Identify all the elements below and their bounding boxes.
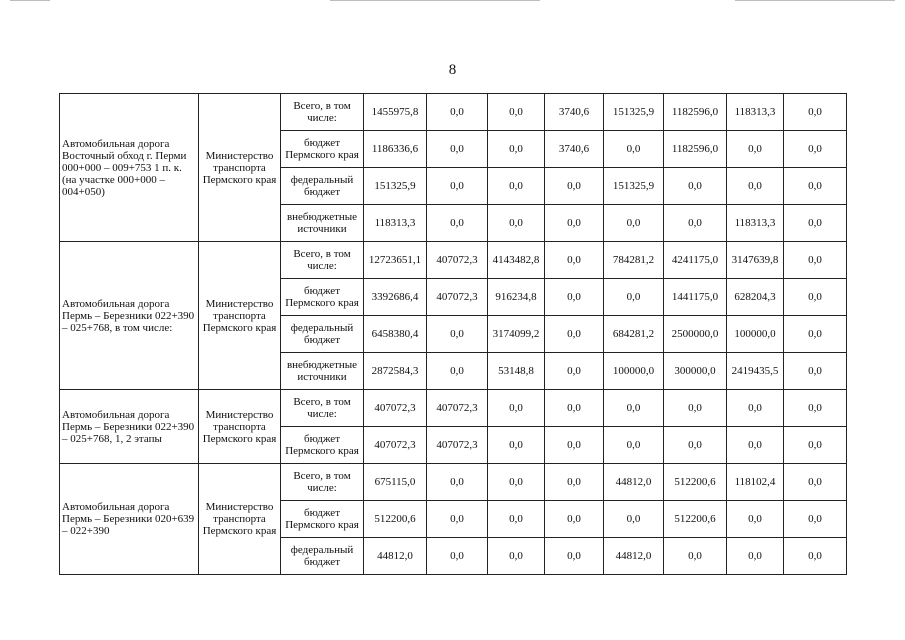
amount-cell: 151325,9 bbox=[604, 168, 664, 205]
amount-cell: 0,0 bbox=[784, 168, 847, 205]
amount-cell: 0,0 bbox=[784, 131, 847, 168]
amount-cell: 0,0 bbox=[427, 353, 488, 390]
amount-cell: 118102,4 bbox=[727, 464, 784, 501]
amount-cell: 3392686,4 bbox=[364, 279, 427, 316]
amount-cell: 512200,6 bbox=[664, 501, 727, 538]
amount-cell: 407072,3 bbox=[364, 390, 427, 427]
amount-cell: 0,0 bbox=[604, 390, 664, 427]
funding-source-cell: бюджет Пермского края bbox=[281, 279, 364, 316]
funding-source-cell: внебюджетные источники bbox=[281, 353, 364, 390]
executor-cell: Министерство транспорта Пермского края bbox=[199, 94, 281, 242]
amount-cell: 0,0 bbox=[784, 501, 847, 538]
amount-cell: 0,0 bbox=[488, 168, 545, 205]
amount-cell: 0,0 bbox=[784, 464, 847, 501]
amount-cell: 2419435,5 bbox=[727, 353, 784, 390]
amount-cell: 0,0 bbox=[664, 427, 727, 464]
amount-cell: 0,0 bbox=[427, 168, 488, 205]
amount-cell: 100000,0 bbox=[727, 316, 784, 353]
amount-cell: 0,0 bbox=[427, 464, 488, 501]
amount-cell: 0,0 bbox=[488, 205, 545, 242]
amount-cell: 0,0 bbox=[545, 316, 604, 353]
table-row bbox=[60, 94, 847, 131]
funding-source-cell: Всего, в том числе: bbox=[281, 464, 364, 501]
amount-cell: 0,0 bbox=[727, 538, 784, 575]
amount-cell: 407072,3 bbox=[364, 427, 427, 464]
amount-cell: 0,0 bbox=[488, 538, 545, 575]
amount-cell: 53148,8 bbox=[488, 353, 545, 390]
amount-cell: 0,0 bbox=[545, 205, 604, 242]
amount-cell: 0,0 bbox=[545, 168, 604, 205]
amount-cell: 0,0 bbox=[604, 501, 664, 538]
amount-cell: 4241175,0 bbox=[664, 242, 727, 279]
amount-cell: 44812,0 bbox=[604, 464, 664, 501]
amount-cell: 3174099,2 bbox=[488, 316, 545, 353]
funding-source-cell: бюджет Пермского края bbox=[281, 131, 364, 168]
amount-cell: 0,0 bbox=[427, 205, 488, 242]
amount-cell: 0,0 bbox=[545, 390, 604, 427]
amount-cell: 0,0 bbox=[427, 94, 488, 131]
amount-cell: 0,0 bbox=[784, 242, 847, 279]
amount-cell: 1186336,6 bbox=[364, 131, 427, 168]
amount-cell: 0,0 bbox=[488, 94, 545, 131]
amount-cell: 0,0 bbox=[545, 538, 604, 575]
funding-source-cell: Всего, в том числе: bbox=[281, 94, 364, 131]
amount-cell: 44812,0 bbox=[364, 538, 427, 575]
amount-cell: 0,0 bbox=[545, 279, 604, 316]
amount-cell: 0,0 bbox=[784, 205, 847, 242]
funding-source-cell: федеральный бюджет bbox=[281, 316, 364, 353]
amount-cell: 0,0 bbox=[664, 205, 727, 242]
amount-cell: 684281,2 bbox=[604, 316, 664, 353]
object-name-cell: Автомобильная дорога Пермь – Березники 022+390 – 025+768, 1, 2 этапы bbox=[60, 390, 199, 464]
amount-cell: 407072,3 bbox=[427, 427, 488, 464]
funding-source-cell: внебюджетные источники bbox=[281, 205, 364, 242]
amount-cell: 0,0 bbox=[727, 501, 784, 538]
amount-cell: 0,0 bbox=[604, 279, 664, 316]
table-body bbox=[60, 94, 847, 575]
budget-table bbox=[59, 93, 847, 575]
amount-cell: 0,0 bbox=[664, 390, 727, 427]
amount-cell: 407072,3 bbox=[427, 242, 488, 279]
amount-cell: 12723651,1 bbox=[364, 242, 427, 279]
amount-cell: 0,0 bbox=[784, 316, 847, 353]
amount-cell: 6458380,4 bbox=[364, 316, 427, 353]
amount-cell: 4143482,8 bbox=[488, 242, 545, 279]
scan-edge-line-center bbox=[330, 0, 540, 1]
amount-cell: 916234,8 bbox=[488, 279, 545, 316]
amount-cell: 0,0 bbox=[784, 427, 847, 464]
table-row bbox=[60, 242, 847, 279]
amount-cell: 2872584,3 bbox=[364, 353, 427, 390]
amount-cell: 407072,3 bbox=[427, 390, 488, 427]
amount-cell: 1455975,8 bbox=[364, 94, 427, 131]
amount-cell: 300000,0 bbox=[664, 353, 727, 390]
amount-cell: 0,0 bbox=[604, 131, 664, 168]
amount-cell: 628204,3 bbox=[727, 279, 784, 316]
amount-cell: 100000,0 bbox=[604, 353, 664, 390]
amount-cell: 0,0 bbox=[427, 538, 488, 575]
amount-cell: 118313,3 bbox=[364, 205, 427, 242]
funding-source-cell: бюджет Пермского края bbox=[281, 501, 364, 538]
amount-cell: 1441175,0 bbox=[664, 279, 727, 316]
amount-cell: 2500000,0 bbox=[664, 316, 727, 353]
amount-cell: 512200,6 bbox=[664, 464, 727, 501]
amount-cell: 0,0 bbox=[784, 538, 847, 575]
amount-cell: 0,0 bbox=[727, 427, 784, 464]
amount-cell: 407072,3 bbox=[427, 279, 488, 316]
funding-source-cell: федеральный бюджет bbox=[281, 538, 364, 575]
amount-cell: 0,0 bbox=[545, 427, 604, 464]
amount-cell: 151325,9 bbox=[604, 94, 664, 131]
table-row bbox=[60, 390, 847, 427]
funding-source-cell: Всего, в том числе: bbox=[281, 242, 364, 279]
amount-cell: 0,0 bbox=[488, 464, 545, 501]
funding-source-cell: бюджет Пермского края bbox=[281, 427, 364, 464]
amount-cell: 0,0 bbox=[727, 390, 784, 427]
amount-cell: 151325,9 bbox=[364, 168, 427, 205]
amount-cell: 0,0 bbox=[664, 538, 727, 575]
amount-cell: 3740,6 bbox=[545, 131, 604, 168]
table-row bbox=[60, 464, 847, 501]
page-number: 8 bbox=[448, 62, 457, 78]
amount-cell: 0,0 bbox=[784, 279, 847, 316]
amount-cell: 0,0 bbox=[545, 501, 604, 538]
object-name-cell: Автомобильная дорога Пермь – Березники 022+390 – 025+768, в том числе: bbox=[60, 242, 199, 390]
amount-cell: 512200,6 bbox=[364, 501, 427, 538]
scan-edge-line-left bbox=[10, 0, 50, 1]
amount-cell: 0,0 bbox=[545, 353, 604, 390]
executor-cell: Министерство транспорта Пермского края bbox=[199, 390, 281, 464]
executor-cell: Министерство транспорта Пермского края bbox=[199, 464, 281, 575]
amount-cell: 0,0 bbox=[545, 242, 604, 279]
amount-cell: 0,0 bbox=[488, 427, 545, 464]
amount-cell: 1182596,0 bbox=[664, 131, 727, 168]
amount-cell: 0,0 bbox=[488, 501, 545, 538]
amount-cell: 0,0 bbox=[545, 464, 604, 501]
amount-cell: 0,0 bbox=[727, 168, 784, 205]
amount-cell: 0,0 bbox=[604, 427, 664, 464]
object-name-cell: Автомобильная дорога Пермь – Березники 020+639 – 022+390 bbox=[60, 464, 199, 575]
amount-cell: 0,0 bbox=[488, 390, 545, 427]
amount-cell: 118313,3 bbox=[727, 94, 784, 131]
amount-cell: 3147639,8 bbox=[727, 242, 784, 279]
amount-cell: 0,0 bbox=[664, 168, 727, 205]
funding-source-cell: федеральный бюджет bbox=[281, 168, 364, 205]
amount-cell: 0,0 bbox=[727, 131, 784, 168]
amount-cell: 784281,2 bbox=[604, 242, 664, 279]
amount-cell: 44812,0 bbox=[604, 538, 664, 575]
executor-cell: Министерство транспорта Пермского края bbox=[199, 242, 281, 390]
amount-cell: 0,0 bbox=[427, 316, 488, 353]
amount-cell: 118313,3 bbox=[727, 205, 784, 242]
amount-cell: 0,0 bbox=[488, 131, 545, 168]
funding-source-cell: Всего, в том числе: bbox=[281, 390, 364, 427]
amount-cell: 3740,6 bbox=[545, 94, 604, 131]
amount-cell: 0,0 bbox=[604, 205, 664, 242]
object-name-cell: Автомобильная дорога Восточный обход г. Перми 000+000 – 009+753 1 п. к. (на участке 000+000 – 004+050) bbox=[60, 94, 199, 242]
amount-cell: 0,0 bbox=[427, 501, 488, 538]
amount-cell: 0,0 bbox=[427, 131, 488, 168]
amount-cell: 675115,0 bbox=[364, 464, 427, 501]
amount-cell: 0,0 bbox=[784, 94, 847, 131]
amount-cell: 0,0 bbox=[784, 353, 847, 390]
amount-cell: 1182596,0 bbox=[664, 94, 727, 131]
scan-edge-line-right bbox=[735, 0, 895, 1]
amount-cell: 0,0 bbox=[784, 390, 847, 427]
